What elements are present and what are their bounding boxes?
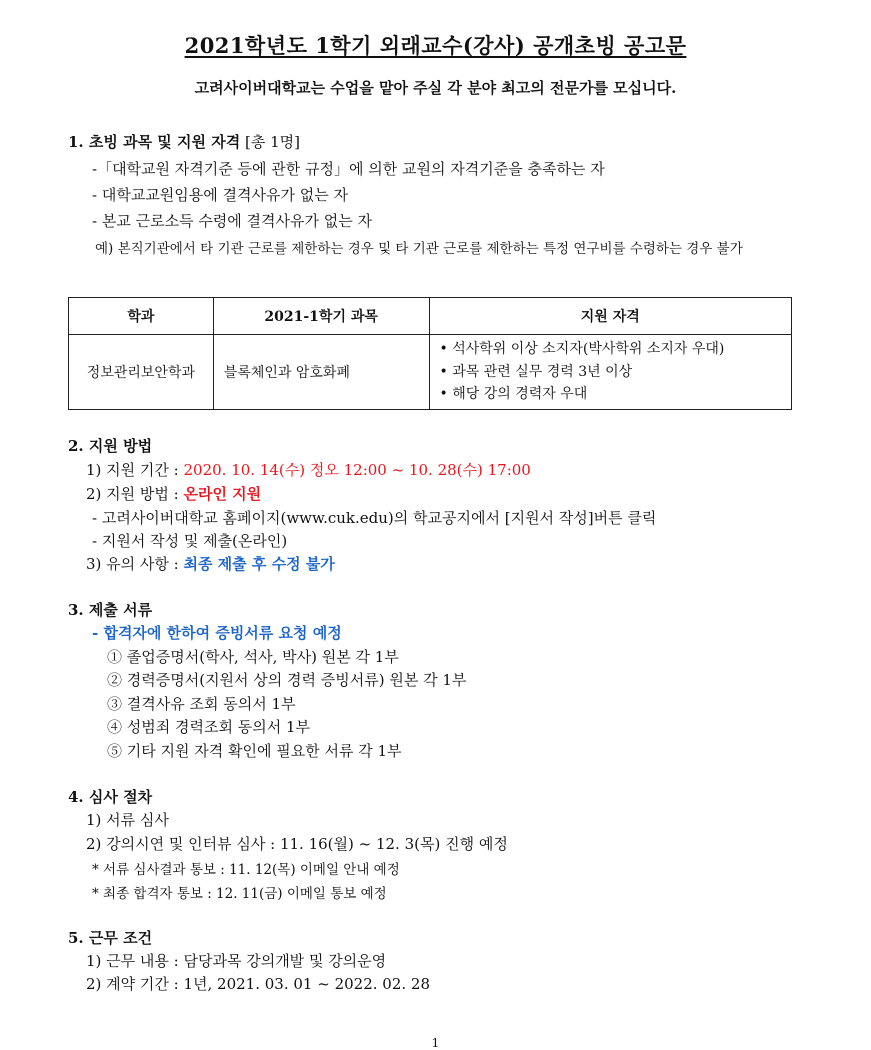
section-5-heading: 5. 근무 조건	[68, 929, 153, 947]
application-method-item: - 고려사이버대학교 홈페이지(www.cuk.edu)의 학교공지에서 [지원서 작성]버튼 클릭	[92, 509, 657, 527]
table-header: 2021-1학기 과목	[213, 298, 429, 335]
recruitment-table	[68, 297, 792, 410]
page-number: 1	[431, 1036, 440, 1050]
section-1-item: - 대학교교원임용에 결격사유가 없는 자	[92, 186, 348, 204]
document-item: ① 졸업증명서(학사, 석사, 박사) 원본 각 1부	[107, 648, 399, 666]
section-3-heading: 3. 제출 서류	[68, 601, 153, 619]
section-1-item: - 본교 근로소득 수령에 결격사유가 없는 자	[92, 212, 373, 230]
application-period-value: 2020. 10. 14(수) 정오 12:00 ~ 10. 28(수) 17:00	[183, 461, 531, 479]
section-1-count: [총 1명]	[244, 133, 300, 151]
work-condition: 2) 계약 기간 : 1년, 2021. 03. 01 ~ 2022. 02. 28	[86, 975, 430, 993]
section-2-heading: 2. 지원 방법	[68, 437, 153, 455]
qualification-item: • 과목 관련 실무 경력 3년 이상	[439, 363, 633, 380]
application-period-label: 1) 지원 기간 :	[86, 461, 184, 479]
document-subtitle: 고려사이버대학교는 수업을 맡아 주실 각 분야 최고의 전문가를 모십니다.	[194, 79, 677, 97]
application-method-value: 온라인 지원	[183, 485, 262, 503]
table-row	[69, 335, 792, 410]
application-method-item: - 지원서 작성 및 제출(온라인)	[92, 532, 288, 550]
review-step: 1) 서류 심사	[86, 811, 169, 829]
application-method	[86, 483, 261, 504]
work-condition: 1) 근무 내용 : 담당과목 강의개발 및 강의운영	[86, 952, 387, 970]
table-header: 학과	[69, 298, 214, 335]
section-1-heading	[68, 131, 300, 152]
section-4-heading: 4. 심사 절차	[68, 788, 153, 806]
document-item: ⑤ 기타 지원 자격 확인에 필요한 서류 각 1부	[107, 742, 402, 760]
review-note: * 서류 심사결과 통보 : 11. 12(목) 이메일 안내 예정	[92, 862, 400, 878]
document-item: ④ 성범죄 경력조회 동의서 1부	[107, 718, 311, 736]
table-cell-course: 블록체인과 암호화폐	[213, 335, 429, 410]
document-item: ② 경력증명서(지원서 상의 경력 증빙서류) 원본 각 1부	[107, 671, 467, 689]
application-notice	[86, 553, 335, 574]
qualification-item: • 해당 강의 경력자 우대	[439, 386, 588, 403]
documents-note: - 합격자에 한하여 증빙서류 요청 예정	[92, 624, 342, 642]
application-notice-value: 최종 제출 후 수정 불가	[183, 555, 335, 573]
section-1-title: 1. 초빙 과목 및 지원 자격	[68, 133, 241, 151]
review-step: 2) 강의시연 및 인터뷰 심사 : 11. 16(월) ~ 12. 3(목) 진행 예정	[86, 835, 508, 853]
section-1-example: 예) 본직기관에서 타 기관 근로를 제한하는 경우 및 타 기관 근로를 제한하는 특정 연구비를 수령하는 경우 불가	[95, 241, 743, 257]
table-cell-dept: 정보관리보안학과	[69, 335, 214, 410]
document-title: 2021학년도 1학기 외래교수(강사) 공개초빙 공고문	[184, 33, 687, 58]
application-method-label: 2) 지원 방법 :	[86, 485, 184, 503]
review-note: * 최종 합격자 통보 : 12. 11(금) 이메일 통보 예정	[92, 886, 387, 902]
table-cell-quals	[429, 335, 791, 410]
table-header-row	[69, 298, 792, 335]
application-period	[86, 459, 531, 480]
document-item: ③ 결격사유 조회 동의서 1부	[107, 695, 296, 713]
qualification-item: • 석사학위 이상 소지자(박사학위 소지자 우대)	[439, 341, 725, 358]
table-header: 지원 자격	[429, 298, 791, 335]
section-1-item: -「대학교원 자격기준 등에 관한 규정」에 의한 교원의 자격기준을 충족하는 자	[92, 160, 605, 178]
application-notice-label: 3) 유의 사항 :	[86, 555, 184, 573]
